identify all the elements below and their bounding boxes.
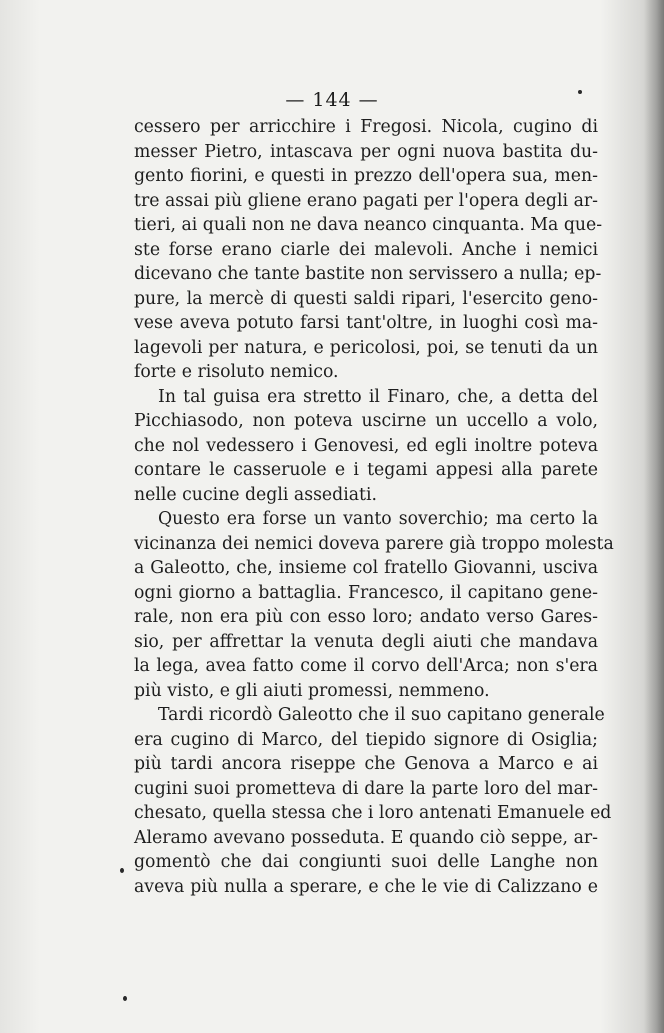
text-line: la lega, avea fatto come il corvo dell'Arca; non s'era xyxy=(134,656,598,676)
text-line: contare le casseruole e i tegami appesi alla parete xyxy=(134,460,598,480)
text-line: lagevoli per natura, e pericolosi, poi, se tenuti da un xyxy=(134,337,598,358)
text-line: rale, non era più con esso loro; andato verso Gares- xyxy=(134,607,598,627)
text-line: vese aveva potuto farsi tant'oltre, in luoghi così ma- xyxy=(134,313,598,333)
text-line: cugini suoi prometteva di dare la parte loro del mar- xyxy=(134,778,598,799)
text-line: che nol vedessero i Genovesi, ed egli inoltre poteva xyxy=(134,435,598,456)
text-line: più visto, e gli aiuti promessi, nemmeno. xyxy=(134,680,490,701)
text-line: tieri, ai quali non ne dava neanco cinquanta. Ma que- xyxy=(134,215,603,235)
text-line: vicinanza dei nemici doveva parere già troppo molesta xyxy=(134,533,614,554)
text-line: dicevano che tante bastite non servissero a nulla; ep- xyxy=(134,264,602,284)
text-line: chesato, quella stessa che i loro antenati Emanuele ed xyxy=(134,803,612,823)
text-line: sio, per affrettar la venuta degli aiuti che mandava xyxy=(134,631,598,652)
text-line: Aleramo avevano posseduta. E quando ciò seppe, ar- xyxy=(134,827,598,848)
text-line: pure, la mercè di questi saldi ripari, l'esercito geno- xyxy=(134,288,598,309)
text-line: più tardi ancora riseppe che Genova a Marco e ai xyxy=(134,754,598,774)
text-line: ste forse erano ciarle dei malevoli. Anche i nemici xyxy=(134,239,598,260)
text-line: Picchiasodo, non poteva uscirne un uccello a volo, xyxy=(134,411,598,431)
text-line: Questo era forse un vanto soverchio; ma certo la xyxy=(158,509,598,529)
text-line: cessero per arricchire i Fregosi. Nicola, cugino di xyxy=(134,117,598,137)
text-line: ogni giorno a battaglia. Francesco, il capitano gene- xyxy=(134,582,598,603)
text-line: gomentò che dai congiunti suoi delle Langhe non xyxy=(134,852,598,872)
text-line: tre assai più gliene erano pagati per l'opera degli ar- xyxy=(134,190,598,211)
page-number: — 144 — xyxy=(285,89,379,111)
ink-speck xyxy=(120,868,124,873)
body-text xyxy=(134,115,614,899)
text-line: a Galeotto, che, insieme col fratello Giovanni, usciva xyxy=(134,558,598,578)
text-line: era cugino di Marco, del tiepido signore di Osiglia; xyxy=(134,729,598,750)
text-line: aveva più nulla a sperare, e che le vie di Calizzano e xyxy=(134,876,598,897)
text-line: Tardi ricordò Galeotto che il suo capitano generale xyxy=(158,705,605,725)
ink-speck xyxy=(123,996,127,1001)
text-line: messer Pietro, intascava per ogni nuova bastita du- xyxy=(134,141,598,162)
page-spine-shadow xyxy=(644,0,664,1033)
text-line: nelle cucine degli assediati. xyxy=(134,484,378,505)
text-line: forte e risoluto nemico. xyxy=(134,362,339,382)
text-line: In tal guisa era stretto il Finaro, che, a detta del xyxy=(158,386,598,407)
text-line: gento fiorini, e questi in prezzo dell'opera sua, men- xyxy=(134,166,598,186)
ink-speck xyxy=(578,90,582,94)
